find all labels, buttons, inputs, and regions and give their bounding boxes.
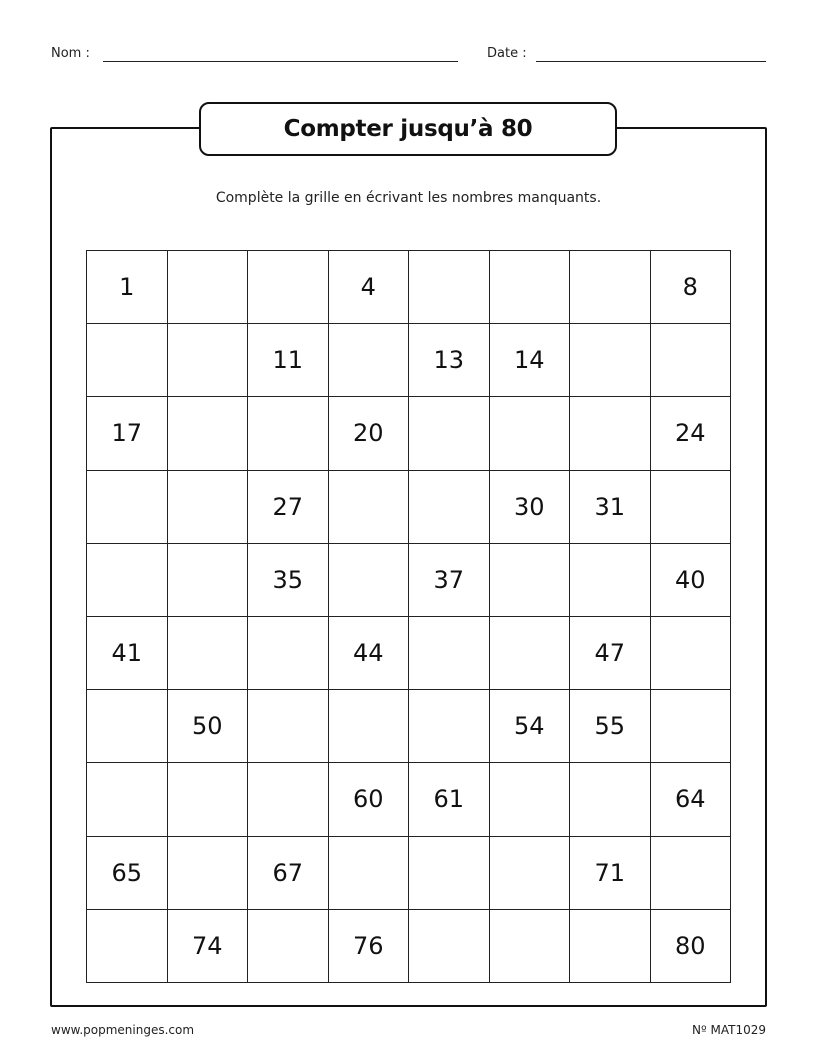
grid-cell-number: 20 (329, 397, 410, 470)
grid-cell-number: 71 (570, 837, 651, 910)
grid-cell-number: 64 (651, 763, 732, 836)
grid-cell-blank[interactable] (329, 324, 410, 397)
date-label: Date : (487, 46, 527, 61)
grid-cell-blank[interactable] (329, 837, 410, 910)
grid-cell-blank[interactable] (570, 397, 651, 470)
grid-cell-number: 8 (651, 251, 732, 324)
grid-cell-blank[interactable] (570, 251, 651, 324)
number-grid (86, 250, 731, 983)
grid-cell-number: 41 (87, 617, 168, 690)
instruction-text: Complète la grille en écrivant les nombres manquants. (215, 190, 602, 206)
grid-cell-blank[interactable] (651, 690, 732, 763)
grid-cell-blank[interactable] (570, 544, 651, 617)
grid-cell-number: 44 (329, 617, 410, 690)
name-label: Nom : (51, 46, 90, 61)
grid-cell-blank[interactable] (409, 471, 490, 544)
grid-cell-number: 54 (490, 690, 571, 763)
grid-cell-blank[interactable] (409, 690, 490, 763)
grid-cell-number: 67 (248, 837, 329, 910)
grid-cell-blank[interactable] (87, 690, 168, 763)
grid-cell-blank[interactable] (651, 617, 732, 690)
grid-cell-blank[interactable] (248, 251, 329, 324)
grid-cell-blank[interactable] (409, 910, 490, 983)
grid-cell-number: 30 (490, 471, 571, 544)
grid-cell-blank[interactable] (168, 251, 249, 324)
grid-cell-number: 60 (329, 763, 410, 836)
grid-cell-blank[interactable] (651, 837, 732, 910)
grid-cell-number: 40 (651, 544, 732, 617)
grid-cell-blank[interactable] (409, 397, 490, 470)
grid-cell-blank[interactable] (490, 837, 571, 910)
grid-cell-blank[interactable] (248, 763, 329, 836)
grid-cell-blank[interactable] (651, 324, 732, 397)
grid-cell-number: 27 (248, 471, 329, 544)
grid-cell-number: 13 (409, 324, 490, 397)
grid-cell-number: 74 (168, 910, 249, 983)
grid-cell-number: 76 (329, 910, 410, 983)
grid-cell-number: 31 (570, 471, 651, 544)
grid-cell-blank[interactable] (168, 471, 249, 544)
grid-cell-blank[interactable] (570, 763, 651, 836)
grid-cell-number: 50 (168, 690, 249, 763)
grid-cell-blank[interactable] (651, 471, 732, 544)
grid-cell-number: 61 (409, 763, 490, 836)
grid-cell-number: 4 (329, 251, 410, 324)
grid-cell-blank[interactable] (409, 617, 490, 690)
grid-cell-number: 35 (248, 544, 329, 617)
grid-cell-blank[interactable] (329, 471, 410, 544)
grid-cell-blank[interactable] (570, 324, 651, 397)
grid-cell-number: 65 (87, 837, 168, 910)
grid-cell-number: 1 (87, 251, 168, 324)
grid-cell-blank[interactable] (329, 544, 410, 617)
grid-cell-number: 37 (409, 544, 490, 617)
grid-cell-number: 55 (570, 690, 651, 763)
grid-cell-blank[interactable] (329, 690, 410, 763)
grid-cell-blank[interactable] (87, 763, 168, 836)
grid-cell-blank[interactable] (168, 763, 249, 836)
grid-cell-blank[interactable] (87, 324, 168, 397)
grid-cell-number: 47 (570, 617, 651, 690)
grid-cell-blank[interactable] (248, 690, 329, 763)
grid-cell-blank[interactable] (87, 544, 168, 617)
grid-cell-blank[interactable] (490, 910, 571, 983)
grid-cell-blank[interactable] (409, 837, 490, 910)
grid-cell-number: 11 (248, 324, 329, 397)
grid-cell-blank[interactable] (570, 910, 651, 983)
grid-cell-blank[interactable] (168, 544, 249, 617)
grid-cell-blank[interactable] (409, 251, 490, 324)
grid-cell-number: 80 (651, 910, 732, 983)
grid-cell-blank[interactable] (168, 324, 249, 397)
grid-cell-number: 24 (651, 397, 732, 470)
grid-cell-blank[interactable] (168, 837, 249, 910)
grid-cell-blank[interactable] (168, 397, 249, 470)
name-field-line[interactable] (103, 61, 458, 62)
grid-cell-number: 14 (490, 324, 571, 397)
grid-cell-blank[interactable] (87, 471, 168, 544)
grid-cell-blank[interactable] (490, 397, 571, 470)
grid-cell-blank[interactable] (248, 910, 329, 983)
grid-cell-blank[interactable] (490, 544, 571, 617)
grid-cell-number: 17 (87, 397, 168, 470)
worksheet-title: Compter jusqu’à 80 (199, 102, 617, 156)
grid-cell-blank[interactable] (490, 617, 571, 690)
grid-cell-blank[interactable] (248, 617, 329, 690)
grid-cell-blank[interactable] (248, 397, 329, 470)
grid-cell-blank[interactable] (87, 910, 168, 983)
date-field-line[interactable] (536, 61, 766, 62)
grid-cell-blank[interactable] (168, 617, 249, 690)
footer-reference: Nº MAT1029 (692, 1023, 766, 1037)
grid-cell-blank[interactable] (490, 763, 571, 836)
footer-website: www.popmeninges.com (51, 1023, 195, 1037)
grid-cell-blank[interactable] (490, 251, 571, 324)
